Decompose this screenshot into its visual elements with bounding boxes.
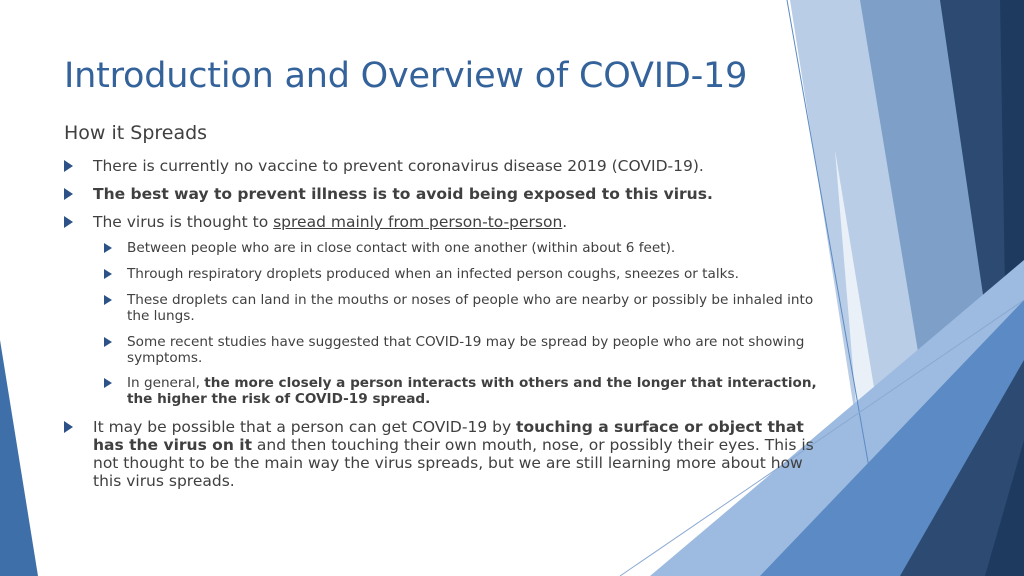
slide-subtitle: How it Spreads [64, 122, 208, 144]
text-fragment: In general, [127, 375, 205, 391]
slide-title: Introduction and Overview of COVID-19 [64, 56, 748, 96]
bullet-arrow-icon [64, 216, 73, 228]
bullet-arrow-icon [104, 243, 112, 253]
sub-bullet-text [127, 376, 827, 407]
bold-text: touching a surface or object that has the virus on it [93, 418, 804, 454]
text-fragment: It may be possible that a person can get COVID-19 by [93, 418, 517, 436]
sub-bullet-text: Between people who are in close contact with one another (within about 6 feet). [127, 240, 676, 256]
sub-bullet-text: These droplets can land in the mouths or noses of people who are nearby or possibly be inhaled into the lungs. [127, 292, 814, 324]
hyperlink[interactable]: spread mainly from person-to-person [273, 213, 563, 231]
bullet-text [93, 185, 833, 203]
bullet-arrow-icon [104, 337, 112, 347]
bullet-arrow-icon [64, 421, 73, 433]
text-fragment: and then touching their own mouth, nose, or possibly their eyes. This is not thought to be the main way the virus spreads, but we are still learning more about how this virus spreads. [93, 436, 814, 490]
bullet-arrow-icon [64, 188, 73, 200]
text-fragment: The virus is thought to [93, 213, 274, 231]
bullet-arrow-icon [104, 295, 112, 305]
bullet-arrow-icon [104, 378, 112, 388]
text-fragment: . [562, 213, 568, 231]
bullet-text [93, 418, 833, 490]
bold-text: The best way to prevent illness is to avoid being exposed to this virus. [93, 185, 713, 203]
bullet-text [93, 213, 833, 231]
sub-bullet-text: Some recent studies have suggested that COVID-19 may be spread by people who are not showing symptoms. [127, 334, 805, 366]
bullet-arrow-icon [64, 160, 73, 172]
sub-bullet-text: Through respiratory droplets produced when an infected person coughs, sneezes or talks. [127, 266, 739, 282]
bullet-text: There is currently no vaccine to prevent coronavirus disease 2019 (COVID-19). [93, 157, 704, 175]
bold-text: the more closely a person interacts with others and the longer that interaction, the higher the risk of COVID-19 spread. [127, 375, 817, 407]
bullet-arrow-icon [104, 269, 112, 279]
left-accent-shape [0, 340, 38, 576]
